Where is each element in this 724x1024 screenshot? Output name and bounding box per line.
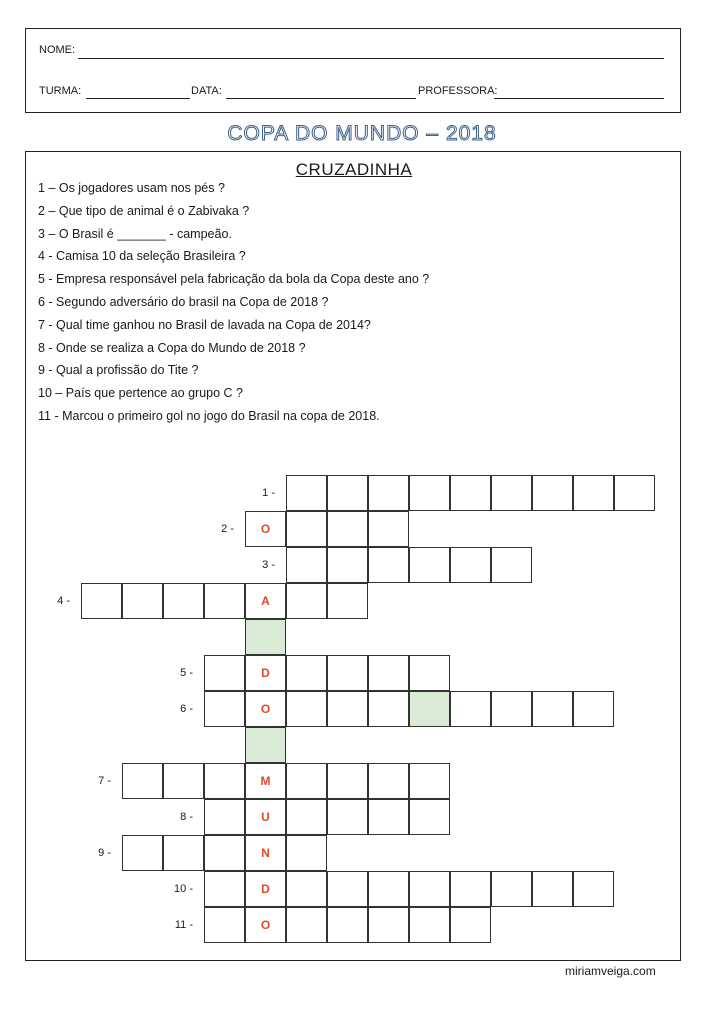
answer-cell[interactable] <box>204 871 245 907</box>
answer-cell[interactable] <box>286 763 327 799</box>
answer-cell[interactable] <box>122 583 163 619</box>
answer-cell[interactable] <box>368 475 409 511</box>
clue-number-label: 11 - <box>174 919 193 931</box>
question-item: 5 - Empresa responsável pela fabricação da bola da Copa deste ano ? <box>38 272 430 287</box>
answer-cell[interactable] <box>286 691 327 727</box>
class-line <box>86 98 190 99</box>
clue-number-label: 4 - <box>57 595 70 607</box>
answer-cell[interactable] <box>327 691 368 727</box>
answer-cell[interactable] <box>204 907 245 943</box>
answer-cell[interactable] <box>327 655 368 691</box>
answer-cell[interactable] <box>368 763 409 799</box>
answer-cell[interactable] <box>327 907 368 943</box>
answer-cell[interactable] <box>286 835 327 871</box>
worksheet-box <box>25 151 681 961</box>
answer-cell[interactable] <box>204 691 245 727</box>
answer-cell[interactable] <box>327 871 368 907</box>
answer-cell[interactable] <box>409 907 450 943</box>
teacher-line <box>494 98 664 99</box>
answer-cell[interactable] <box>81 583 122 619</box>
answer-cell[interactable] <box>573 691 614 727</box>
answer-cell[interactable] <box>450 907 491 943</box>
answer-cell[interactable] <box>204 763 245 799</box>
answer-cell[interactable] <box>327 799 368 835</box>
spacer-cell[interactable] <box>245 727 286 763</box>
answer-cell[interactable] <box>491 475 532 511</box>
question-item: 2 – Que tipo de animal é o Zabivaka ? <box>38 203 250 218</box>
key-letter-cell[interactable]: U <box>245 799 286 835</box>
date-line <box>226 98 416 99</box>
clue-number-label: 3 - <box>262 559 275 571</box>
answer-cell[interactable] <box>368 871 409 907</box>
question-item: 7 - Qual time ganhou no Brasil de lavada na Copa de 2014? <box>38 317 371 332</box>
answer-cell[interactable] <box>409 799 450 835</box>
student-info-box <box>25 28 681 113</box>
answer-cell[interactable] <box>532 871 573 907</box>
key-letter-cell[interactable]: D <box>245 871 286 907</box>
answer-cell[interactable] <box>409 871 450 907</box>
question-item: 8 - Onde se realiza a Copa do Mundo de 2018 ? <box>38 340 306 355</box>
answer-cell[interactable] <box>450 871 491 907</box>
question-item: 4 - Camisa 10 da seleção Brasileira ? <box>38 249 246 264</box>
answer-cell[interactable] <box>163 763 204 799</box>
answer-cell[interactable] <box>163 835 204 871</box>
answer-cell[interactable] <box>286 583 327 619</box>
page-title: COPA DO MUNDO – 2018 <box>227 122 497 145</box>
answer-cell[interactable] <box>368 511 409 547</box>
answer-cell[interactable] <box>286 655 327 691</box>
worksheet-subtitle: CRUZADINHA <box>295 160 413 179</box>
key-letter-cell[interactable]: N <box>245 835 286 871</box>
name-line <box>78 58 664 59</box>
question-item: 3 – O Brasil é _______ - campeão. <box>38 226 232 241</box>
date-label: DATA: <box>191 85 222 97</box>
answer-cell[interactable] <box>450 475 491 511</box>
clue-number-label: 2 - <box>221 523 234 535</box>
clue-number-label: 7 - <box>98 775 111 787</box>
answer-cell[interactable] <box>450 691 491 727</box>
question-item: 9 - Qual a profissão do Tite ? <box>38 363 199 378</box>
key-letter-cell[interactable]: O <box>245 691 286 727</box>
answer-cell[interactable] <box>286 475 327 511</box>
question-item: 10 – País que pertence ao grupo C ? <box>38 386 244 401</box>
answer-cell[interactable] <box>409 691 450 727</box>
answer-cell[interactable] <box>491 871 532 907</box>
clue-number-label: 1 - <box>262 487 275 499</box>
clue-number-label: 10 - <box>174 883 193 895</box>
clue-number-label: 9 - <box>98 847 111 859</box>
answer-cell[interactable] <box>327 511 368 547</box>
class-label: TURMA: <box>39 85 82 97</box>
answer-cell[interactable] <box>122 835 163 871</box>
answer-cell[interactable] <box>532 691 573 727</box>
answer-cell[interactable] <box>614 475 655 511</box>
question-item: 1 – Os jogadores usam nos pés ? <box>38 181 225 195</box>
answer-cell[interactable] <box>368 547 409 583</box>
question-list <box>38 177 429 428</box>
answer-cell[interactable] <box>327 583 368 619</box>
answer-cell[interactable] <box>286 907 327 943</box>
question-item: 6 - Segundo adversário do brasil na Copa de 2018 ? <box>38 294 329 309</box>
answer-cell[interactable] <box>327 547 368 583</box>
answer-cell[interactable] <box>286 547 327 583</box>
footer-credit: miriamveiga.com <box>565 964 656 978</box>
answer-cell[interactable] <box>368 691 409 727</box>
clue-number-label: 6 - <box>180 703 193 715</box>
key-letter-cell[interactable]: A <box>245 583 286 619</box>
answer-cell[interactable] <box>573 871 614 907</box>
spacer-cell[interactable] <box>245 619 286 655</box>
name-label: NOME: <box>39 44 76 56</box>
answer-cell[interactable] <box>204 583 245 619</box>
answer-cell[interactable] <box>286 511 327 547</box>
answer-cell[interactable] <box>491 691 532 727</box>
answer-cell[interactable] <box>286 799 327 835</box>
answer-cell[interactable] <box>368 799 409 835</box>
answer-cell[interactable] <box>450 547 491 583</box>
clue-number-label: 5 - <box>180 667 193 679</box>
answer-cell[interactable] <box>163 583 204 619</box>
answer-cell[interactable] <box>368 655 409 691</box>
key-letter-cell[interactable]: O <box>245 511 286 547</box>
key-letter-cell[interactable]: M <box>245 763 286 799</box>
answer-cell[interactable] <box>122 763 163 799</box>
key-letter-cell[interactable]: O <box>245 907 286 943</box>
answer-cell[interactable] <box>491 547 532 583</box>
answer-cell[interactable] <box>286 871 327 907</box>
answer-cell[interactable] <box>573 475 614 511</box>
answer-cell[interactable] <box>409 763 450 799</box>
question-item: 11 - Marcou o primeiro gol no jogo do Brasil na copa de 2018. <box>38 408 380 423</box>
answer-cell[interactable] <box>409 475 450 511</box>
answer-cell[interactable] <box>368 907 409 943</box>
answer-cell[interactable] <box>327 763 368 799</box>
answer-cell[interactable] <box>409 547 450 583</box>
answer-cell[interactable] <box>204 799 245 835</box>
answer-cell[interactable] <box>327 475 368 511</box>
answer-cell[interactable] <box>204 655 245 691</box>
answer-cell[interactable] <box>409 655 450 691</box>
teacher-label: PROFESSORA: <box>418 85 498 97</box>
clue-number-label: 8 - <box>180 811 193 823</box>
answer-cell[interactable] <box>532 475 573 511</box>
answer-cell[interactable] <box>204 835 245 871</box>
key-letter-cell[interactable]: D <box>245 655 286 691</box>
